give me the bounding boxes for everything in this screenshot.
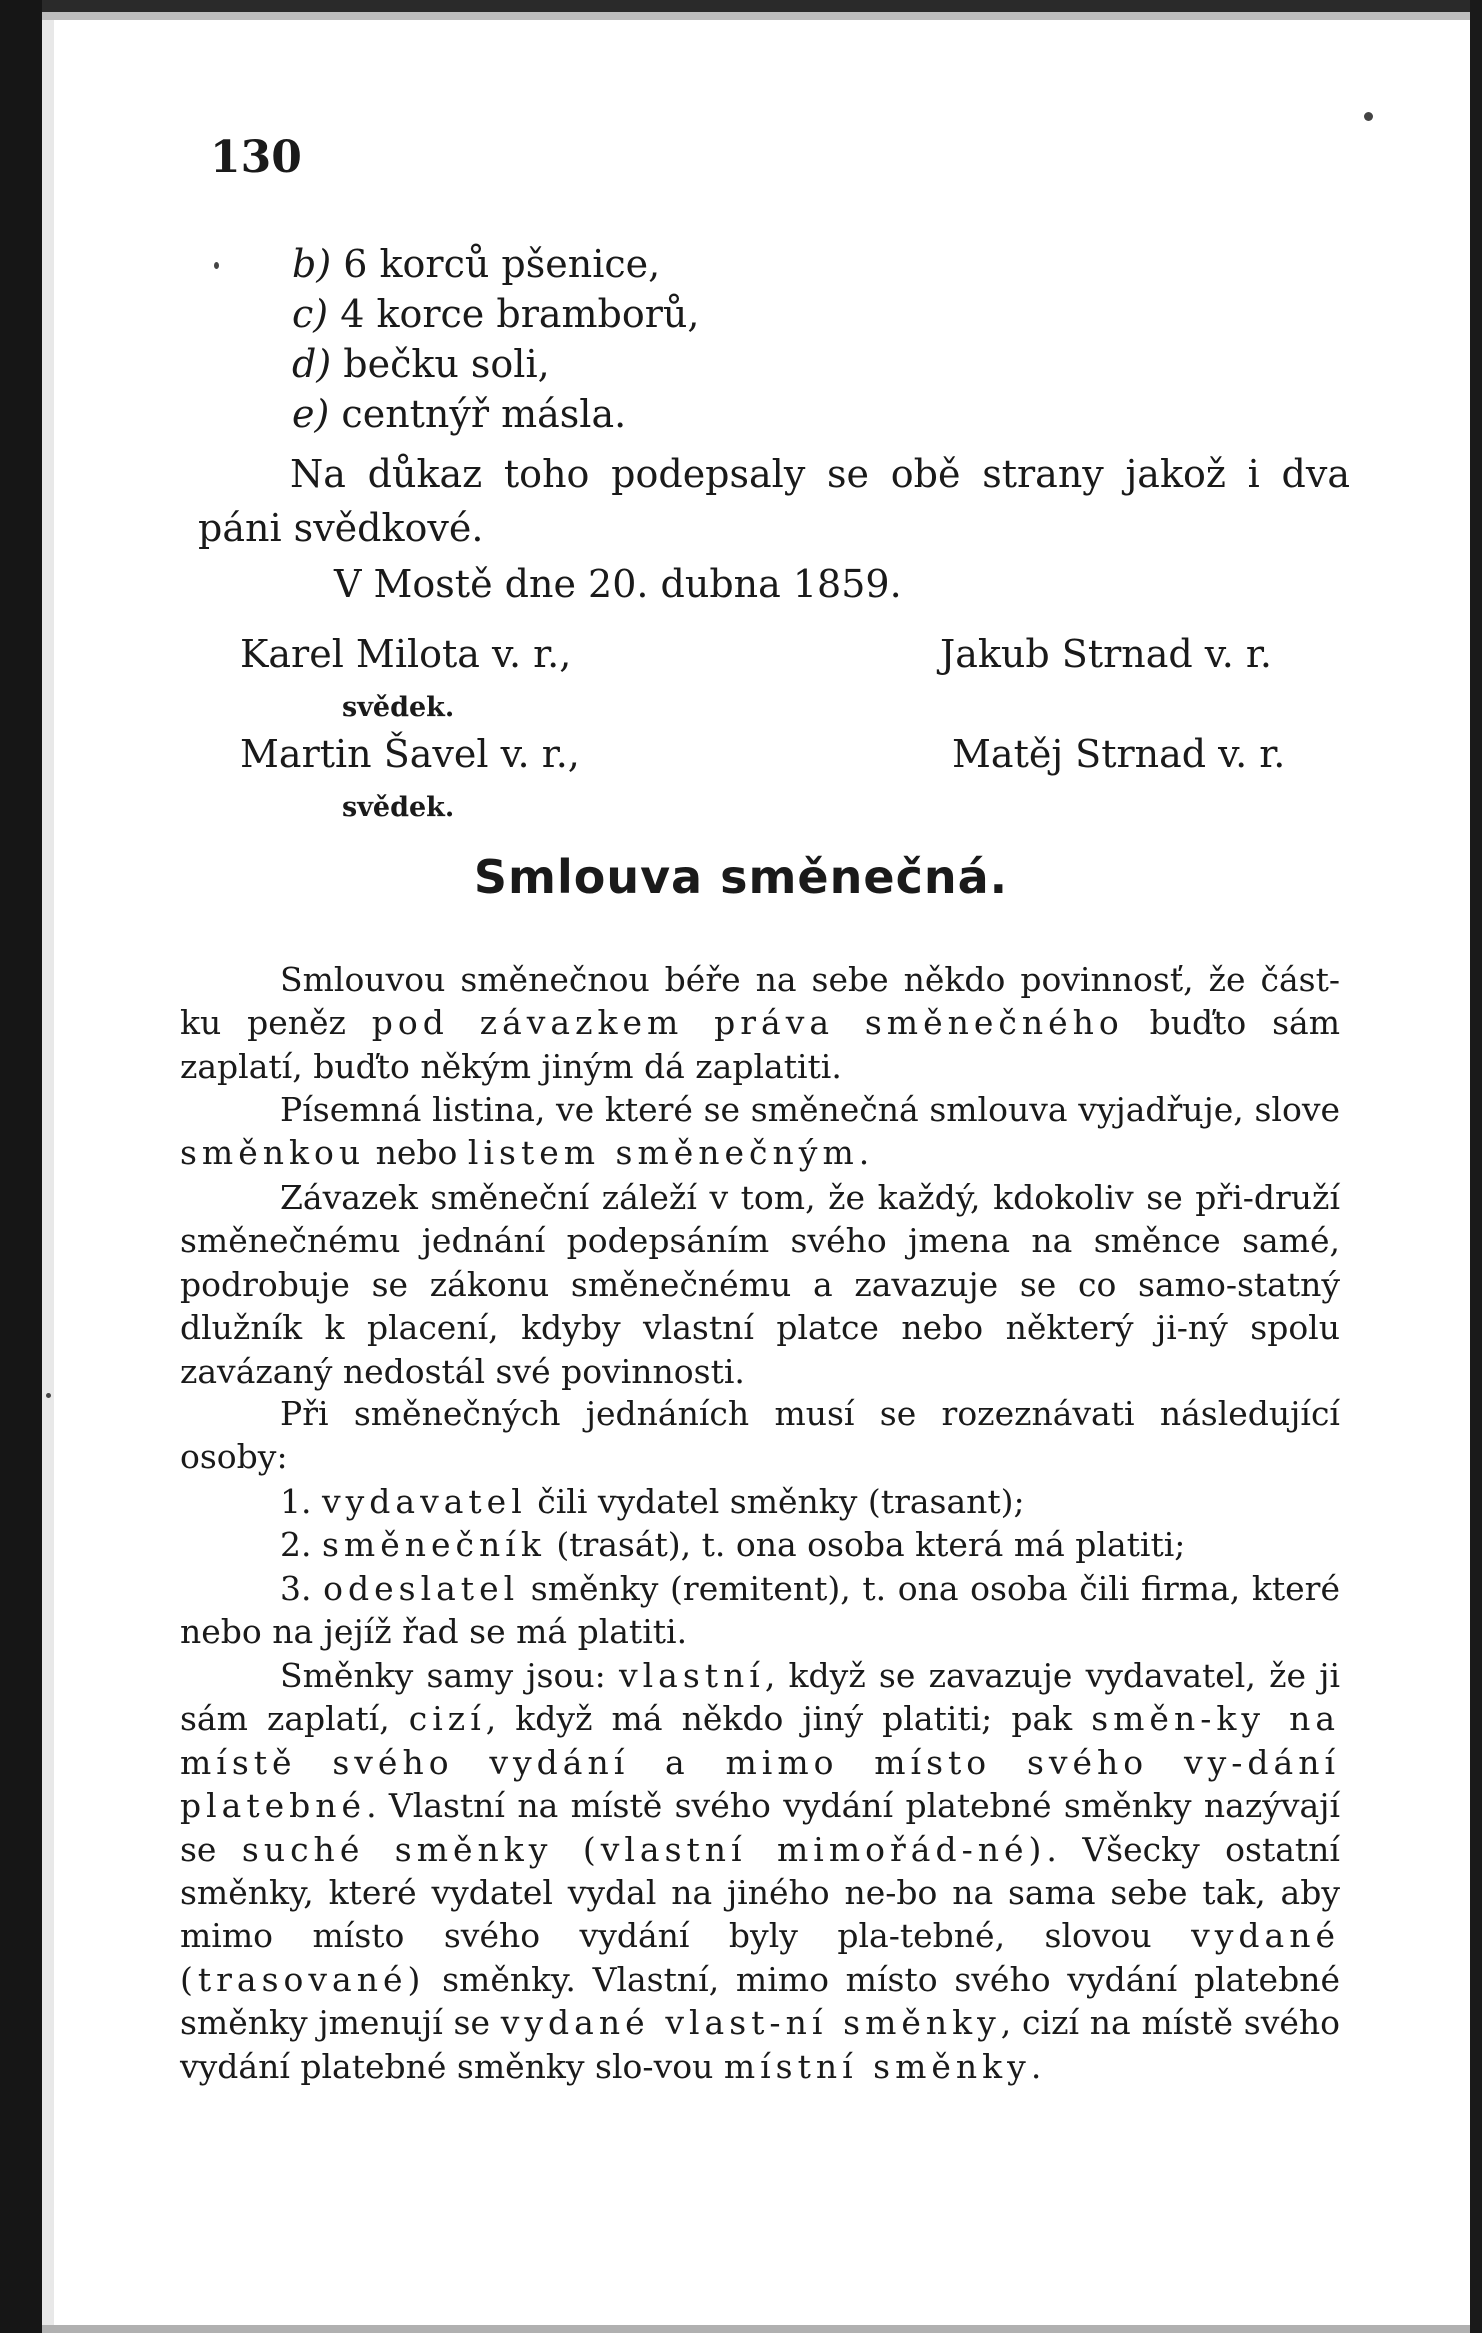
emphasis: cizí	[408, 1699, 486, 1739]
emphasis: pod závazkem práva směnečného	[371, 1003, 1124, 1043]
paragraph-5: Směnky samy jsou: vlastní, když se zavazuje vydavatel, že ji sám zaplatí, cizí, když má někdo jiný platiti; pak směn-ky na místě svého vydání a mimo místo svého vy-dání platebné. Vlastní na místě svého vydání platebné směnky nazývají se suché směnky (vlastní mimořád-né). Všecky ostatní směnky, které vydatel vydal na jiného ne-bo na sama sebe tak, aby mimo místo svého vydání byly pla-tebné, slovou vydané (trasované) směnky. Vlastní, mimo místo svého vydání platebné směnky jmenují se vydané vlast-ní směnky, cizí na místě svého vydání platebné směnky slo-vou místní směnky.	[180, 1656, 1341, 2086]
list-label: d)	[292, 342, 332, 386]
signature-left-2: Martin Šavel v. r.,	[240, 732, 580, 776]
list-text: 6 korců pšenice,	[343, 242, 661, 286]
page-number: 130	[210, 132, 302, 183]
list-item	[292, 240, 660, 288]
emphasis: vydavatel	[322, 1482, 527, 1521]
signature-right-2: Matěj Strnad v. r.	[952, 732, 1286, 776]
list-text: 4 korce bramborů,	[340, 292, 700, 336]
scan-edge-left-inner	[42, 0, 54, 2333]
emphasis: vlastní	[618, 1656, 765, 1695]
signature-left-1: Karel Milota v. r.,	[240, 632, 572, 676]
signature-right-1: Jakub Strnad v. r.	[940, 632, 1272, 676]
section-heading: Smlouva směnečná.	[473, 850, 1009, 904]
emphasis: vydané vlast-ní směnky	[500, 2003, 1001, 2043]
emphasis: směn-ky na místě svého vydání a mimo místo svého vy-dání platebné	[180, 1699, 1341, 1826]
list-text: bečku soli,	[343, 342, 550, 386]
emphasis: směnečník	[322, 1525, 546, 1565]
list-item	[292, 390, 626, 438]
list-label: e)	[292, 392, 330, 436]
list-item: 1. vydavatel čili vydatel směnky (trasant);	[280, 1482, 1025, 1521]
emphasis: odeslatel	[323, 1568, 520, 1608]
attest-line-1: Na důkaz toho podepsaly se obě strany jakož i dva	[290, 452, 1350, 496]
scan-edge-left	[0, 0, 42, 2333]
scan-edge-top	[42, 0, 1470, 12]
scan-speck	[214, 262, 219, 269]
scan-edge-right	[1470, 0, 1482, 2333]
scan-edge-top-light	[42, 12, 1470, 20]
emphasis: vydané (trasované)	[180, 1916, 1340, 1999]
paragraph-3: Závazek směneční záleží v tom, že každý, kdokoliv se při-druží směnečnému jednání podepsáním svého jmena na směnce samé, podrobuje se zákonu směnečnému a zavazuje se co samo-statný dlužník k placení, kdyby vlastní platce nebo některý ji-ný spolu zavázaný nedostál své povinnosti.	[180, 1178, 1340, 1391]
emphasis: směnkou	[180, 1133, 366, 1173]
scan-speck	[46, 1393, 51, 1398]
list-item: 3. odeslatel směnky (remitent), t. ona osoba čili firma, které nebo na jejíž řad se má platiti.	[180, 1568, 1340, 1652]
scan-edge-bottom	[42, 2325, 1470, 2333]
list-label: c)	[292, 292, 329, 336]
paragraph-4: Při směnečných jednáních musí se rozeznávati následující osoby:	[180, 1394, 1340, 1477]
emphasis: suché směnky (vlastní mimořád-né)	[241, 1829, 1047, 1869]
list-label: b)	[292, 242, 332, 286]
signature-role: svědek.	[342, 692, 455, 723]
paragraph-1: Smlouvou směnečnou béře na sebe někdo povinnosť, že část-ku peněz pod závazkem práva směnečného buďto sám zaplatí, buďto někým jiným dá zaplatiti.	[180, 960, 1340, 1086]
scan-speck	[1364, 112, 1373, 121]
list-item	[292, 340, 550, 388]
date-line: V Mostě dne 20. dubna 1859.	[334, 562, 902, 606]
paragraph-2: Písemná listina, ve které se směnečná smlouva vyjadřuje, slove směnkou nebo listem směnečným.	[180, 1090, 1340, 1173]
list-item: 2. směnečník (trasát), t. ona osoba která má platiti;	[280, 1525, 1186, 1565]
list-text: centnýř másla.	[341, 392, 627, 436]
attest-line-2: páni svědkové.	[198, 506, 484, 550]
emphasis: místní směnky	[723, 2046, 1031, 2086]
signature-role: svědek.	[342, 792, 455, 823]
emphasis: listem směnečným	[467, 1133, 859, 1173]
list-item	[292, 290, 699, 338]
persons-list	[180, 1480, 1340, 1654]
